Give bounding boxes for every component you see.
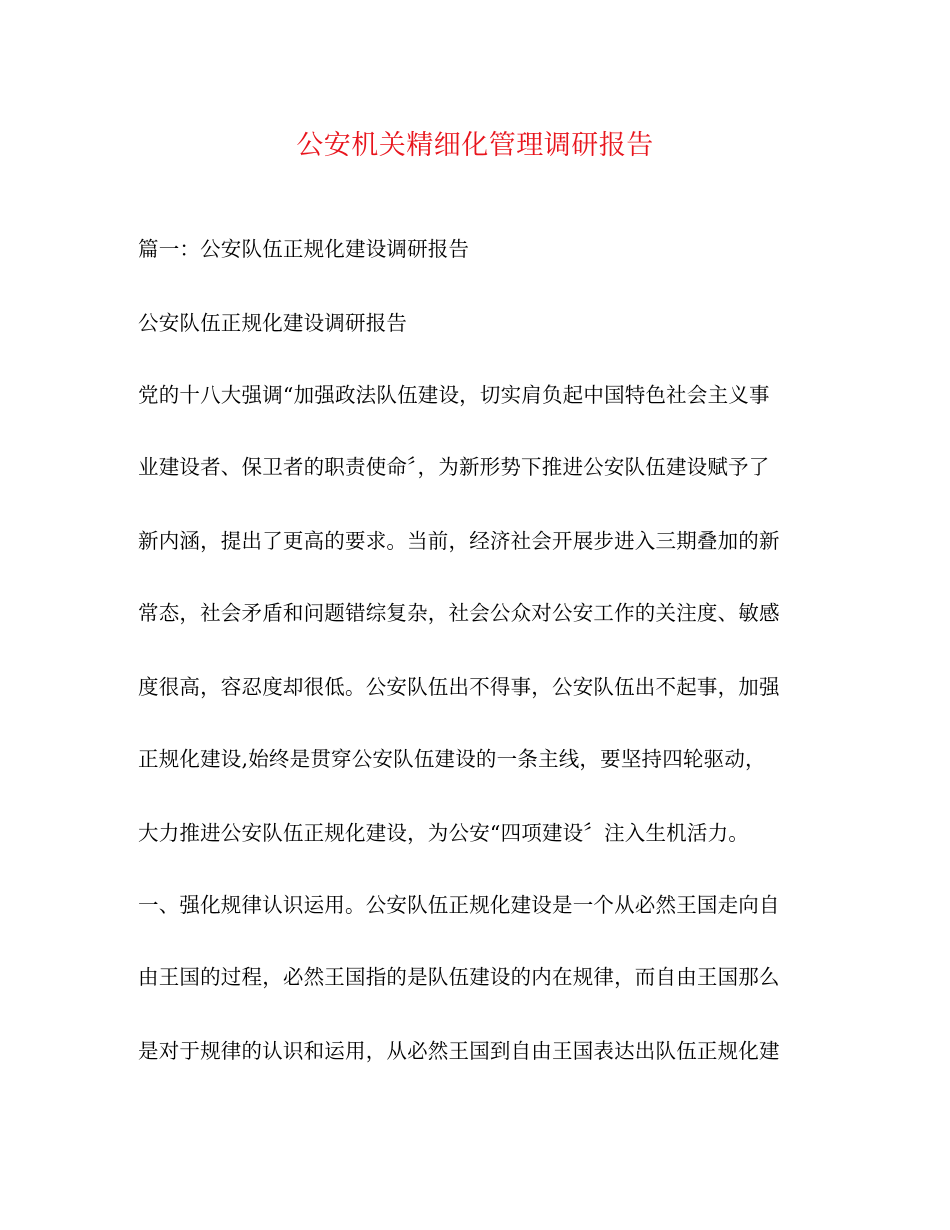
paragraph-line: 党的十八大强调“加强政法队伍建设，切实肩负起中国特色社会主义事 <box>138 383 770 407</box>
paragraph-line: 新内涵，提出了更高的要求。当前，经济社会开展步进入三期叠加的新 <box>138 529 780 553</box>
document-title: 公安机关精细化管理调研报告 <box>296 130 654 161</box>
subsection-heading: 公安队伍正规化建设调研报告 <box>138 311 408 335</box>
paragraph-line: 常态，社会矛盾和问题错综复杂，社会公众对公安工作的关注度、敏感 <box>138 601 780 625</box>
section-heading: 篇一：公安队伍正规化建设调研报告 <box>138 237 470 261</box>
paragraph-line: 是对于规律的认识和运用，从必然王国到自由王国表达出队伍正规化建 <box>138 1039 780 1063</box>
paragraph-line: 度很高，容忍度却很低。公安队伍出不得事，公安队伍出不起事，加强 <box>138 675 780 699</box>
paragraph-line: 正规化建设,始终是贯穿公安队伍建设的一条主线，要坚持四轮驱动， <box>138 747 766 771</box>
paragraph-line: 一、强化规律认识运用。公安队伍正规化建设是一个从必然王国走向自 <box>138 893 780 917</box>
paragraph-line: 由王国的过程，必然王国指的是队伍建设的内在规律，而自由王国那么 <box>138 965 780 989</box>
paragraph-line: 业建设者、保卫者的职责使命〞，为新形势下推进公安队伍建设赋予了 <box>138 455 770 479</box>
paragraph-line: 大力推进公安队伍正规化建设，为公安“四项建设〞注入生机活力。 <box>138 821 749 845</box>
